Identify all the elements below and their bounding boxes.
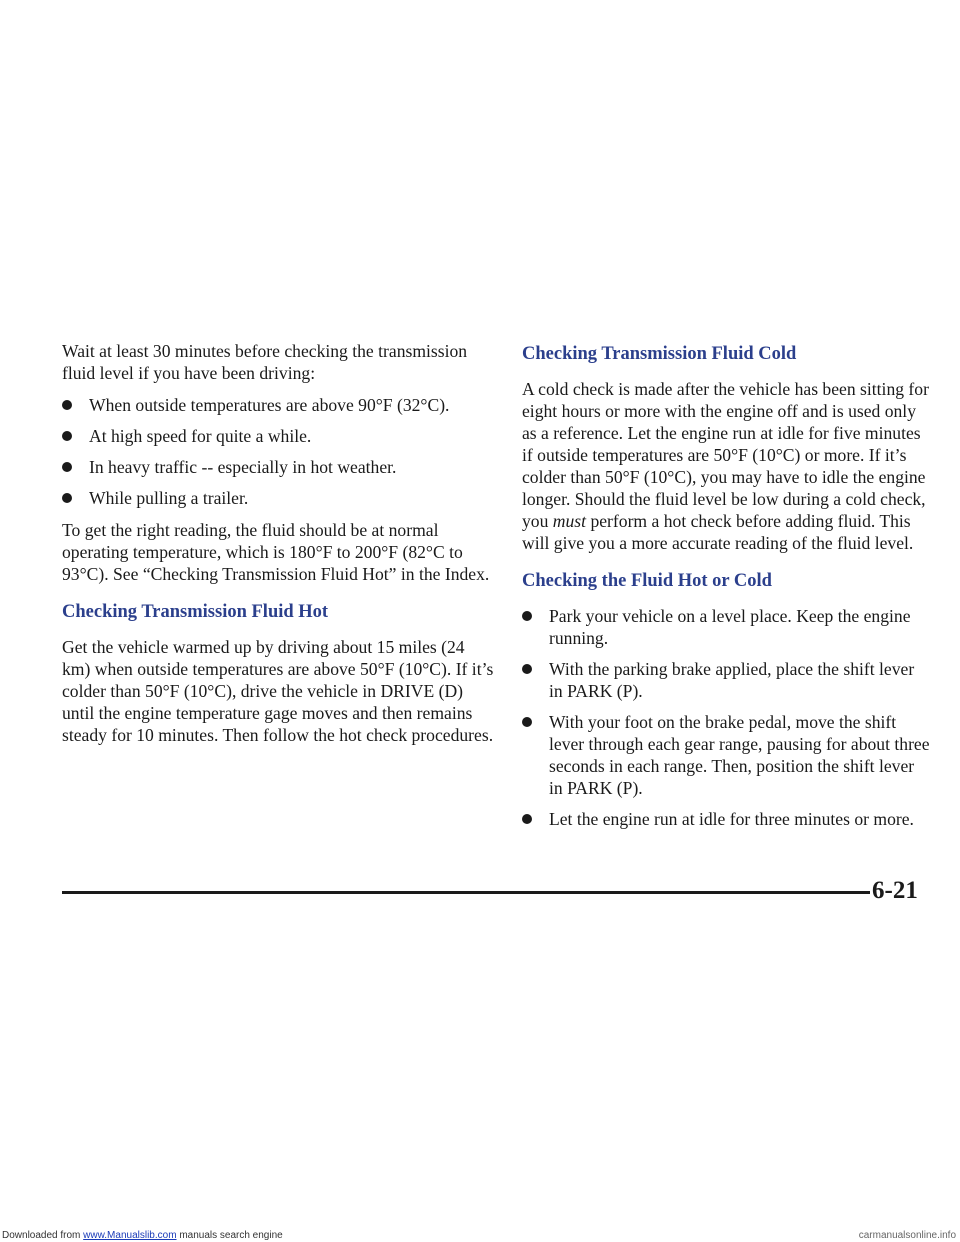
bullet-icon [62, 462, 72, 472]
list-item: At high speed for quite a while. [62, 425, 494, 447]
list-item: Let the engine run at idle for three minutes or more. [522, 808, 932, 830]
footer-rule [62, 891, 870, 894]
check-steps-list [522, 605, 932, 830]
hot-check-heading: Checking Transmission Fluid Hot [62, 602, 329, 622]
list-item: In heavy traffic -- especially in hot weather. [62, 456, 494, 478]
left-column [62, 340, 494, 756]
bullet-icon [62, 400, 72, 410]
intro-paragraph: Wait at least 30 minutes before checking the transmission fluid level if you have been driving: [62, 341, 468, 383]
steps-heading: Checking the Fluid Hot or Cold [522, 571, 772, 591]
driving-conditions-list [62, 394, 494, 509]
bullet-icon [522, 717, 532, 727]
list-item: Park your vehicle on a level place. Keep the engine running. [522, 605, 932, 649]
cold-check-paragraph: A cold check is made after the vehicle has been sitting for eight hours or more with the engine off and is used only as a reference. Let the engine run at idle for five minutes if outside temperatures are 50°F (10°C) or more. If it’s colder than 50°F (10°C), you may have to idle the engine longer. Should the fluid level be low during a cold check, you must perform a hot check before adding fluid. This will give you a more accurate reading of the fluid level. [522, 379, 929, 553]
reading-note-paragraph: To get the right reading, the fluid should be at normal operating temperature, which is 180°F to 200°F (82°C to 93°C). See “Checking Transmission Fluid Hot” in the Index. [62, 520, 490, 584]
bullet-icon [522, 664, 532, 674]
bullet-icon [62, 431, 72, 441]
download-banner [0, 1230, 960, 1242]
emphasis-text: must [552, 511, 587, 531]
page-number: 6-21 [872, 877, 918, 904]
manualslib-link[interactable]: www.Manualslib.com [83, 1230, 177, 1241]
list-item: With the parking brake applied, place the shift lever in PARK (P). [522, 658, 932, 702]
list-item: While pulling a trailer. [62, 487, 494, 509]
watermark-text: carmanualsonline.info [858, 1230, 956, 1241]
bullet-icon [522, 814, 532, 824]
list-item: With your foot on the brake pedal, move the shift lever through each gear range, pausing for about three seconds in each range. Then, position the shift lever in PARK (P). [522, 711, 932, 799]
list-item: When outside temperatures are above 90°F (32°C). [62, 394, 494, 416]
banner-text: Downloaded from www.Manualslib.com manuals search engine [2, 1230, 283, 1241]
right-column [522, 343, 932, 840]
bullet-icon [522, 611, 532, 621]
cold-check-heading: Checking Transmission Fluid Cold [522, 344, 797, 364]
hot-check-paragraph: Get the vehicle warmed up by driving about 15 miles (24 km) when outside temperatures are above 50°F (10°C). If it’s colder than 50°F (10°C), drive the vehicle in DRIVE (D) until the engine temperature gage moves and then remains steady for 10 minutes. Then follow the hot check procedures. [62, 637, 494, 745]
bullet-icon [62, 493, 72, 503]
